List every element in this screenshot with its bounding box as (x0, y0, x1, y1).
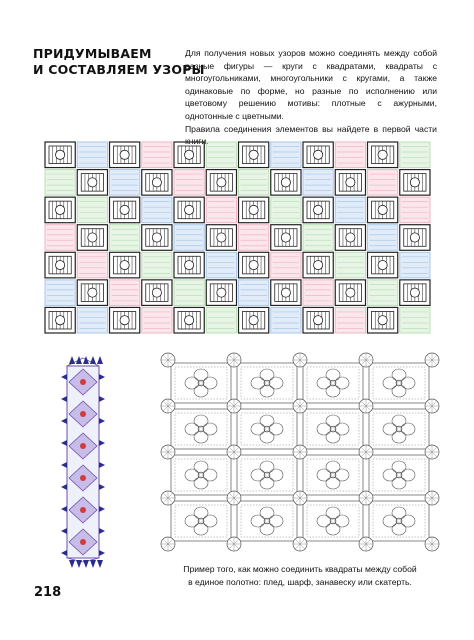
lace-petal (392, 461, 406, 473)
pastel-motif-square (110, 170, 140, 196)
corner-rosette (227, 353, 241, 367)
pastel-motif-square (206, 197, 236, 223)
corner-rosette (161, 537, 175, 551)
lace-petal (383, 469, 397, 481)
lace-petal (185, 469, 199, 481)
corner-rosette (359, 491, 373, 505)
pastel-motif-square (239, 225, 269, 251)
lace-square-motif (369, 409, 429, 449)
lace-square-motif (171, 501, 231, 541)
runner-dot (80, 443, 86, 449)
lace-petal (251, 423, 265, 435)
runner-dot (80, 507, 86, 513)
lace-square-motif (237, 455, 297, 495)
runner-body (67, 358, 99, 562)
dark-motif-square (110, 307, 140, 333)
tassel-top (90, 356, 96, 364)
dark-motif-square (110, 252, 140, 278)
lace-petal (194, 415, 208, 427)
dark-motif-square (206, 170, 236, 196)
lace-petal (392, 507, 406, 519)
tassel-left (61, 506, 67, 512)
lace-petal (185, 515, 199, 527)
crochet-runner-diagram (55, 352, 111, 572)
dark-motif-square (368, 197, 398, 223)
corner-rosette (227, 399, 241, 413)
lace-petal (185, 377, 199, 389)
dark-motif-square (77, 225, 107, 251)
tassel-bottom (83, 560, 89, 568)
lace-petal (335, 423, 349, 435)
lace-petal (194, 523, 208, 535)
crochet-square-joining-diagram (155, 350, 445, 552)
corner-rosette (293, 399, 307, 413)
corner-rosette (293, 353, 307, 367)
tassel-right (99, 418, 105, 424)
tassel-top (76, 356, 82, 364)
lace-petal (335, 515, 349, 527)
pastel-motif-square (45, 225, 75, 251)
dark-motif-square (303, 197, 333, 223)
pastel-motif-square (303, 170, 333, 196)
corner-rosette (425, 537, 439, 551)
pastel-motif-square (206, 307, 236, 333)
lace-square-motif (303, 409, 363, 449)
dark-motif-square (142, 170, 172, 196)
corner-rosette (425, 353, 439, 367)
pastel-motif-square (335, 252, 365, 278)
lace-petal (335, 469, 349, 481)
dark-motif-square (368, 252, 398, 278)
dark-motif-square (400, 280, 430, 306)
pastel-motif-square (303, 225, 333, 251)
pastel-motif-square (206, 142, 236, 168)
lace-petal (326, 369, 340, 381)
lace-petal (317, 377, 331, 389)
corner-rosette (161, 399, 175, 413)
lace-petal (392, 431, 406, 443)
dark-motif-square (174, 252, 204, 278)
lace-petal (194, 507, 208, 519)
pastel-motif-square (77, 142, 107, 168)
pastel-motif-square (45, 170, 75, 196)
dark-motif-square (77, 170, 107, 196)
pastel-motif-square (45, 280, 75, 306)
dark-motif-square (206, 225, 236, 251)
heading-line-1: ПРИДУМЫВАЕМ (33, 46, 152, 61)
dark-motif-square (239, 142, 269, 168)
corner-rosette (161, 353, 175, 367)
page-number: 218 (34, 585, 62, 600)
dark-motif-square (400, 170, 430, 196)
lace-petal (269, 469, 283, 481)
lace-petal (194, 477, 208, 489)
lace-petal (260, 523, 274, 535)
caption (150, 563, 450, 588)
lace-petal (203, 469, 217, 481)
dark-motif-square (368, 142, 398, 168)
pastel-motif-square (368, 225, 398, 251)
lace-square-motif (369, 455, 429, 495)
runner-dot (80, 411, 86, 417)
dark-motif-square (335, 280, 365, 306)
corner-rosette (161, 491, 175, 505)
dark-motif-square (174, 142, 204, 168)
tassel-bottom (97, 560, 103, 568)
dark-motif-square (271, 280, 301, 306)
lace-petal (326, 431, 340, 443)
dark-motif-square (142, 280, 172, 306)
pastel-motif-square (77, 197, 107, 223)
pastel-motif-square (335, 197, 365, 223)
tassel-right (99, 396, 105, 402)
pastel-motif-square (400, 142, 430, 168)
corner-rosette (359, 399, 373, 413)
dark-motif-square (271, 170, 301, 196)
lace-petal (194, 461, 208, 473)
pastel-motif-square (271, 142, 301, 168)
tassel-top (69, 356, 75, 364)
lace-petal (317, 469, 331, 481)
lace-petal (194, 369, 208, 381)
dark-motif-square (110, 197, 140, 223)
dark-motif-square (206, 280, 236, 306)
tassel-right (99, 440, 105, 446)
pastel-motif-square (142, 252, 172, 278)
lace-petal (392, 369, 406, 381)
corner-rosette (293, 491, 307, 505)
lace-petal (251, 515, 265, 527)
lace-petal (392, 523, 406, 535)
lace-petal (260, 385, 274, 397)
pastel-motif-square (368, 280, 398, 306)
lace-square-motif (171, 363, 231, 403)
lace-petal (269, 377, 283, 389)
pastel-motif-square (335, 142, 365, 168)
lace-petal (401, 469, 415, 481)
lace-petal (401, 377, 415, 389)
lace-petal (383, 377, 397, 389)
corner-rosette (293, 445, 307, 459)
pastel-motif-square (142, 307, 172, 333)
tassel-top (97, 356, 103, 364)
pastel-motif-square (142, 142, 172, 168)
pastel-motif-square (271, 197, 301, 223)
dark-motif-square (335, 225, 365, 251)
corner-rosette (359, 445, 373, 459)
pastel-motif-square (271, 252, 301, 278)
lace-petal (260, 415, 274, 427)
pastel-motif-square (110, 280, 140, 306)
dark-motif-square (142, 225, 172, 251)
dark-motif-square (45, 197, 75, 223)
corner-rosette (425, 491, 439, 505)
lace-petal (317, 423, 331, 435)
tassel-left (61, 484, 67, 490)
corner-rosette (293, 537, 307, 551)
pastel-motif-square (400, 252, 430, 278)
tassel-left (61, 550, 67, 556)
lace-square-motif (303, 501, 363, 541)
lace-petal (326, 385, 340, 397)
pastel-motif-square (174, 280, 204, 306)
pastel-motif-square (335, 307, 365, 333)
tassel-bottom (90, 560, 96, 568)
lace-petal (251, 377, 265, 389)
tassel-left (61, 528, 67, 534)
lace-square-motif (303, 363, 363, 403)
tassel-right (99, 374, 105, 380)
caption-line-2: в единое полотно: плед, шарф, занавеску или скатерть. (188, 576, 412, 587)
intro-paragraph-2: Правила соединения элементов вы найдете в первой части книги. (185, 123, 437, 147)
lace-petal (392, 477, 406, 489)
pastel-motif-square (206, 252, 236, 278)
heading-line-2: И СОСТАВЛЯЕМ УЗОРЫ (33, 62, 205, 77)
lace-petal (269, 515, 283, 527)
lace-petal (383, 515, 397, 527)
pastel-motif-square (368, 170, 398, 196)
tassel-bottom (76, 560, 82, 568)
lace-petal (269, 423, 283, 435)
corner-rosette (425, 399, 439, 413)
dark-motif-square (45, 307, 75, 333)
runner-dot (80, 539, 86, 545)
lace-petal (335, 377, 349, 389)
corner-rosette (227, 491, 241, 505)
dark-motif-square (110, 142, 140, 168)
lace-petal (401, 515, 415, 527)
lace-square-motif (369, 501, 429, 541)
dark-motif-square (45, 142, 75, 168)
lace-petal (260, 477, 274, 489)
lace-square-motif (369, 363, 429, 403)
lace-square-motif (303, 455, 363, 495)
dark-motif-square (174, 197, 204, 223)
lace-petal (203, 377, 217, 389)
tassel-left (61, 396, 67, 402)
dark-motif-square (400, 225, 430, 251)
dark-motif-square (239, 307, 269, 333)
tassel-right (99, 550, 105, 556)
lace-square-motif (237, 409, 297, 449)
lace-square-motif (171, 409, 231, 449)
lace-petal (392, 385, 406, 397)
corner-rosette (359, 353, 373, 367)
dark-motif-square (239, 197, 269, 223)
pastel-motif-square (77, 307, 107, 333)
corner-rosette (359, 537, 373, 551)
dark-motif-square (303, 307, 333, 333)
lace-square-motif (237, 501, 297, 541)
lace-petal (326, 477, 340, 489)
lace-petal (203, 423, 217, 435)
tassel-right (99, 528, 105, 534)
section-heading (33, 46, 205, 78)
tassel-bottom (69, 560, 75, 568)
pastel-motif-square (271, 307, 301, 333)
dark-motif-square (239, 252, 269, 278)
lace-petal (260, 461, 274, 473)
corner-rosette (227, 445, 241, 459)
lace-petal (326, 507, 340, 519)
lace-petal (260, 431, 274, 443)
tassel-right (99, 484, 105, 490)
lace-petal (194, 431, 208, 443)
lace-square-motif (171, 455, 231, 495)
pastel-motif-square (400, 197, 430, 223)
caption-line-1: Пример того, как можно соединить квадраты между собой (183, 564, 417, 574)
tassel-left (61, 440, 67, 446)
runner-dot (80, 379, 86, 385)
dark-motif-square (77, 280, 107, 306)
dark-motif-square (271, 225, 301, 251)
lace-petal (317, 515, 331, 527)
tassel-right (99, 462, 105, 468)
pastel-motif-square (400, 307, 430, 333)
pastel-motif-square (239, 170, 269, 196)
intro-paragraph-1: Для получения новых узоров можно соединять между собой разные фигуры — круги с квадратами, квадраты с многоугольниками, многоугольники с кругами, а также одинаковые по форме, но разные по исполнению или цветовому решению мотивы: плотные с ажурными, однотонные с цветными. (185, 48, 437, 121)
dark-motif-square (303, 252, 333, 278)
dark-motif-square (303, 142, 333, 168)
lace-petal (194, 385, 208, 397)
corner-rosette (425, 445, 439, 459)
lace-petal (392, 415, 406, 427)
lace-petal (260, 507, 274, 519)
tassel-top (83, 356, 89, 364)
lace-petal (383, 423, 397, 435)
lace-square-motif (237, 363, 297, 403)
tassel-left (61, 374, 67, 380)
intro-text (185, 47, 437, 148)
tassel-left (61, 462, 67, 468)
crochet-checkerboard-diagram (44, 141, 431, 334)
dark-motif-square (174, 307, 204, 333)
pastel-motif-square (174, 170, 204, 196)
pastel-motif-square (239, 280, 269, 306)
lace-petal (203, 515, 217, 527)
pastel-motif-square (110, 225, 140, 251)
dark-motif-square (368, 307, 398, 333)
lace-petal (260, 369, 274, 381)
pastel-motif-square (142, 197, 172, 223)
lace-petal (326, 461, 340, 473)
pastel-motif-square (303, 280, 333, 306)
lace-petal (326, 415, 340, 427)
pastel-motif-square (174, 225, 204, 251)
lace-petal (326, 523, 340, 535)
lace-petal (251, 469, 265, 481)
lace-petal (185, 423, 199, 435)
tassel-right (99, 506, 105, 512)
runner-dot (80, 475, 86, 481)
dark-motif-square (335, 170, 365, 196)
tassel-left (61, 418, 67, 424)
corner-rosette (161, 445, 175, 459)
pastel-motif-square (77, 252, 107, 278)
dark-motif-square (45, 252, 75, 278)
lace-petal (401, 423, 415, 435)
corner-rosette (227, 537, 241, 551)
